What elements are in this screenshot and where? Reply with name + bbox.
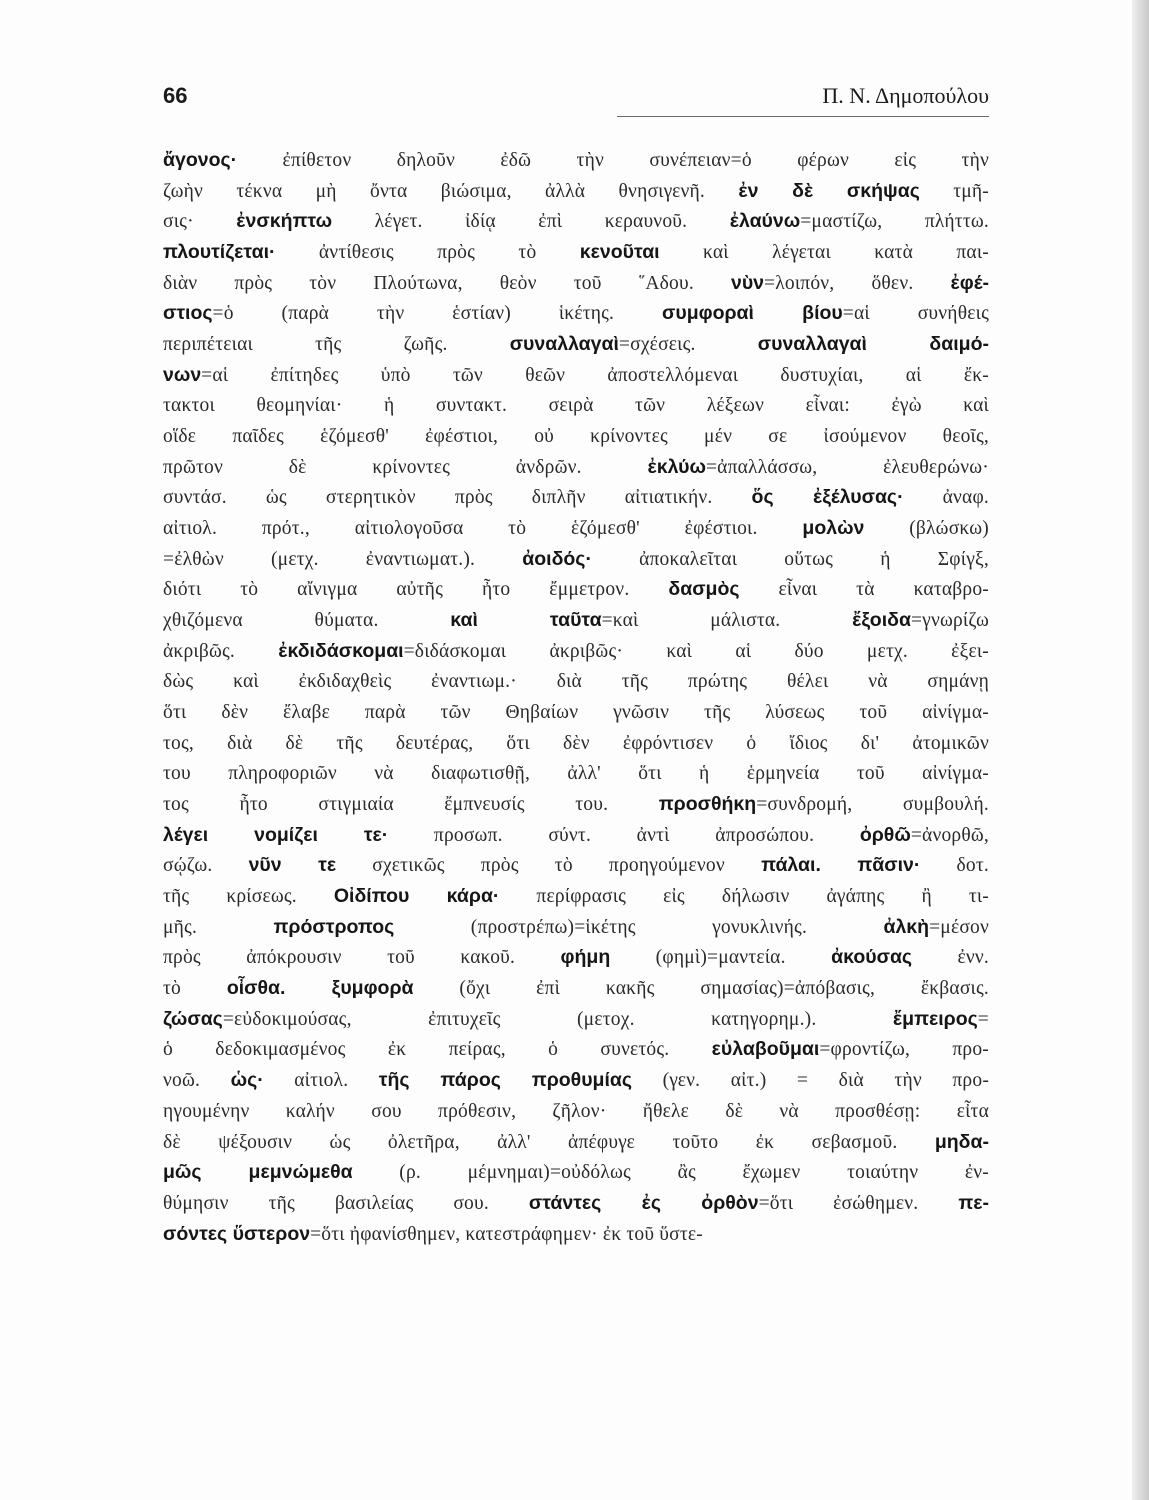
- gloss-text: πρῶτον δὲ κρίνοντες ἀνδρῶν.: [163, 456, 648, 478]
- headword: λέγει νομίζει τε·: [163, 823, 389, 846]
- gloss-text: τος ἦτο στιγμιαία ἔμπνευσίς του.: [163, 794, 659, 816]
- headword: δασμὸς: [668, 578, 740, 601]
- gloss-text: =γνωρίζω: [910, 610, 989, 632]
- gloss-text: οἵδε παῖδες ἑζόμεσθ' ἐφέστιοι, οὐ κρίνοντες μέν σε ἰσούμενον θεοῖς,: [163, 426, 989, 448]
- headword: καὶ ταῦτα: [450, 609, 602, 632]
- text-line: [163, 178, 989, 205]
- text-line: [163, 1006, 989, 1033]
- gloss-text: =ἐλθὼν (μετχ. ἐναντιωματ.).: [163, 548, 523, 570]
- gloss-text: =εὐδοκιμούσας, ἐπιτυχεῖς (μετοχ. κατηγορημ.).: [222, 1008, 893, 1030]
- text-line: [163, 1221, 989, 1248]
- headword: ἀλκὴ: [883, 915, 930, 938]
- gloss-text: =μαστίζω, πλήττω.: [800, 211, 989, 233]
- headword: ἐκδιδάσκομαι: [278, 639, 404, 662]
- gloss-text: χθιζόμενα θύματα.: [163, 610, 451, 632]
- text-line: [163, 576, 989, 603]
- headword: ἔμπειρος: [892, 1007, 978, 1030]
- headword: Οἰδίπου κάρα·: [333, 885, 500, 908]
- headword: ἀοιδός·: [522, 547, 592, 570]
- gloss-text: =ὅτι ἠφανίσθημεν, κατεστράφημεν· ἐκ τοῦ ὕστε-: [310, 1223, 703, 1245]
- gloss-text: (προστρέπω)=ἱκέτης γονυκλινής.: [394, 916, 884, 938]
- text-line: [163, 300, 989, 327]
- text-line: [163, 362, 989, 389]
- headword: συναλλαγαὶ: [509, 333, 619, 356]
- headword: νὺν: [730, 271, 765, 294]
- gloss-text: =: [977, 1008, 989, 1030]
- gloss-text: ἀντίθεσις πρὸς τὸ: [275, 242, 580, 264]
- gloss-text: θύμησιν τῆς βασιλείας σου.: [163, 1192, 529, 1214]
- gloss-text: (φημὶ)=μαντεία.: [610, 947, 832, 969]
- gloss-text: (ρ. μέμνημαι)=οὐδόλως ἂς ἔχωμεν τοιαύτην ἐν-: [352, 1162, 989, 1184]
- header-rule: [617, 116, 989, 117]
- headword: οἶσθα. ξυμφορὰ: [226, 977, 414, 1000]
- text-line: [163, 484, 989, 511]
- text-line: [163, 975, 989, 1002]
- gloss-text: διότι τὸ αἴνιγμα αὐτῆς ἦτο ἔμμετρον.: [163, 579, 669, 601]
- page-edge-shadow: [1132, 0, 1149, 1500]
- running-head: Π. Ν. Δημοπούλου: [822, 83, 989, 108]
- text-line: [163, 791, 989, 818]
- text-line: [163, 147, 989, 174]
- text-line: [163, 423, 989, 450]
- commentary-text: [163, 147, 989, 1251]
- text-line: [163, 822, 989, 849]
- headword: μολὼν: [802, 517, 865, 540]
- text-line: [163, 852, 989, 879]
- gloss-text: σις·: [163, 211, 237, 233]
- text-line: [163, 760, 989, 787]
- gloss-text: =σχέσεις.: [618, 334, 758, 356]
- page-header: [163, 76, 989, 116]
- headword: εὐλαβοῦμαι: [711, 1038, 820, 1061]
- gloss-text: περιπέτειαι τῆς ζωῆς.: [163, 334, 510, 356]
- gloss-text: δὲ ψέξουσιν ὡς ὀλετῆρα, ἀλλ' ἀπέφυγε τοῦτο ἐκ σεβασμοῦ.: [163, 1131, 935, 1153]
- gloss-text: ηγουμένην καλήν σου πρόθεσιν, ζῆλον· ἤθελε δὲ νὰ προσθέσῃ: εἶτα: [163, 1100, 989, 1122]
- headword: στάντες ἐς ὀρθὸν: [528, 1191, 759, 1214]
- text-line: [163, 1129, 989, 1156]
- gloss-text: πρὸς ἀπόκρουσιν τοῦ κακοῦ.: [163, 947, 561, 969]
- gloss-text: τὸ: [163, 978, 227, 1000]
- gloss-text: =ἀπαλλάσσω, ἐλευθερώνω·: [705, 456, 989, 478]
- headword: ὀρθῶ: [859, 823, 911, 846]
- gloss-text: ἐνν.: [912, 947, 989, 969]
- headword: ἐλαύνω: [729, 210, 801, 233]
- headword: κενοῦται: [579, 241, 660, 264]
- gloss-text: =φροντίζω, προ-: [819, 1039, 989, 1061]
- text-line: [163, 1159, 989, 1186]
- headword: ἐκλύω: [647, 455, 706, 478]
- gloss-text: =ὁ (παρὰ τὴν ἑστίαν) ἱκέτης.: [212, 303, 663, 325]
- headword: πρόστροπος: [273, 915, 395, 938]
- gloss-text: =καὶ μάλιστα.: [601, 610, 853, 632]
- text-line: [163, 331, 989, 358]
- gloss-text: του πληροφοριῶν νὰ διαφωτισθῇ, ἀλλ' ὅτι ἡ ἑρμηνεία τοῦ αἰνίγμα-: [163, 763, 989, 785]
- gloss-text: ὅτι δὲν ἔλαβε παρὰ τῶν Θηβαίων γνῶσιν τῆς λύσεως τοῦ αἰνίγμα-: [163, 702, 989, 724]
- text-line: [163, 699, 989, 726]
- text-line: [163, 392, 989, 419]
- text-line: [163, 944, 989, 971]
- text-line: [163, 1098, 989, 1125]
- text-line: [163, 239, 989, 266]
- text-line: [163, 668, 989, 695]
- gloss-text: ἀκριβῶς.: [163, 640, 279, 662]
- headword: προσθήκη: [658, 793, 757, 816]
- gloss-text: μῆς.: [163, 916, 274, 938]
- gloss-text: καὶ λέγεται κατὰ παι-: [659, 242, 989, 264]
- gloss-text: ἀποκαλεῖται οὕτως ἡ Σφίγξ,: [591, 548, 989, 570]
- text-line: [163, 515, 989, 542]
- gloss-text: (γεν. αἰτ.) = διὰ τὴν προ-: [632, 1070, 989, 1092]
- headword: ζώσας: [163, 1007, 223, 1030]
- text-line: [163, 883, 989, 910]
- gloss-text: =ὅτι ἐσώθημεν.: [758, 1192, 959, 1214]
- text-line: [163, 1190, 989, 1217]
- page-number: 66: [163, 83, 188, 108]
- text-line: [163, 607, 989, 634]
- headword: ὡς·: [230, 1069, 264, 1092]
- gloss-text: περίφρασις εἰς δήλωσιν ἀγάπης ἢ τι-: [499, 886, 989, 908]
- headword: φήμη: [560, 946, 611, 969]
- gloss-text: ἀναφ.: [903, 487, 989, 509]
- gloss-text: διὰν πρὸς τὸν Πλούτωνα, θεὸν τοῦ ῞Αδου.: [163, 272, 731, 294]
- headword: σόντες ὕστερον: [163, 1222, 311, 1245]
- headword: ἀκούσας: [831, 946, 913, 969]
- text-line: [163, 208, 989, 235]
- headword: μῶς μεμνώμεθα: [163, 1161, 353, 1184]
- gloss-text: ζωὴν τέκνα μὴ ὄντα βιώσιμα, ἀλλὰ θνησιγενῆ.: [163, 180, 739, 202]
- gloss-text: =αἱ συνήθεις: [842, 303, 989, 325]
- text-line: [163, 546, 989, 573]
- gloss-text: τος, διὰ δὲ τῆς δευτέρας, ὅτι δὲν ἐφρόντισεν ὁ ἴδιος δι' ἀτομικῶν: [163, 732, 989, 754]
- gloss-text: νοῶ.: [163, 1070, 231, 1092]
- gloss-text: εἶναι τὰ καταβρο-: [739, 579, 989, 601]
- gloss-text: λέγετ. ἰδίᾳ ἐπὶ κεραυνοῦ.: [332, 211, 730, 233]
- headword: ὅς ἐξέλυσας·: [751, 486, 904, 509]
- gloss-text: τῆς κρίσεως.: [163, 886, 334, 908]
- text-line: [163, 914, 989, 941]
- gloss-text: ὁ δεδοκιμασμένος ἐκ πείρας, ὁ συνετός.: [163, 1039, 712, 1061]
- gloss-text: αἰτιολ.: [263, 1070, 379, 1092]
- gloss-text: =μέσον: [929, 916, 989, 938]
- gloss-text: =αἱ ἐπίτηδες ὑπὸ τῶν θεῶν ἀποστελλόμεναι δυστυχίαι, αἱ ἔκ-: [201, 364, 989, 386]
- gloss-text: =ἀνορθῶ,: [910, 824, 989, 846]
- text-line: [163, 454, 989, 481]
- text-line: [163, 638, 989, 665]
- gloss-text: σῴζω.: [163, 855, 249, 877]
- headword: συναλλαγαὶ δαιμό-: [757, 333, 989, 356]
- gloss-text: σχετικῶς πρὸς τὸ προηγούμενον: [336, 855, 762, 877]
- text-line: [163, 1067, 989, 1094]
- gloss-text: προσωπ. σύντ. ἀντὶ ἀπροσώπου.: [388, 824, 860, 846]
- headword: νων: [163, 363, 202, 386]
- gloss-text: αἰτιολ. πρότ., αἰτιολογοῦσα τὸ ἑζόμεσθ' ἐφέστιοι.: [163, 518, 803, 540]
- gloss-text: συντάσ. ὡς στερητικὸν πρὸς διπλῆν αἰτιατικήν.: [163, 487, 752, 509]
- text-line: [163, 730, 989, 757]
- headword: πε-: [958, 1191, 989, 1214]
- headword: ἐν δὲ σκήψας: [738, 179, 920, 202]
- headword: πλουτίζεται·: [163, 241, 276, 264]
- headword: ἄγονος·: [163, 149, 238, 171]
- gloss-text: ἐπίθετον δηλοῦν ἐδῶ τὴν συνέπειαν=ὁ φέρων εἰς τὴν: [237, 150, 989, 171]
- headword: πάλαι. πᾶσιν·: [761, 854, 921, 877]
- headword: ἐφέ-: [950, 271, 989, 294]
- gloss-text: δὼς καὶ ἐκδιδαχθεὶς ἐναντιωμ.· διὰ τῆς πρώτης θέλει νὰ σημάνῃ: [163, 671, 989, 693]
- headword: τῆς πάρος προθυμίας: [378, 1069, 633, 1092]
- gloss-text: τακτοι θεομηνίαι· ἡ συντακτ. σειρὰ τῶν λέξεων εἶναι: ἐγὼ καὶ: [163, 395, 989, 417]
- headword: μηδα-: [934, 1130, 989, 1153]
- gloss-text: =διδάσκομαι ἀκριβῶς· καὶ αἱ δύο μετχ. ἐξει-: [403, 640, 989, 662]
- text-line: [163, 270, 989, 297]
- gloss-text: =λοιπόν, ὅθεν.: [764, 272, 951, 294]
- headword: ἔξοιδα: [852, 609, 911, 632]
- text-line: [163, 1036, 989, 1063]
- headword: ἐνσκήπτω: [236, 210, 333, 233]
- gloss-text: τμῆ-: [919, 180, 989, 202]
- headword: νῦν τε: [248, 854, 337, 877]
- gloss-text: (βλώσκω): [864, 518, 989, 540]
- gloss-text: δοτ.: [920, 855, 989, 877]
- gloss-text: =συνδρομή, συμβουλή.: [756, 794, 989, 816]
- headword: στιος: [163, 302, 213, 325]
- gloss-text: (ὄχι ἐπὶ κακῆς σημασίας)=ἀπόβασις, ἔκβασις.: [413, 978, 989, 1000]
- headword: συμφοραὶ βίου: [662, 302, 843, 325]
